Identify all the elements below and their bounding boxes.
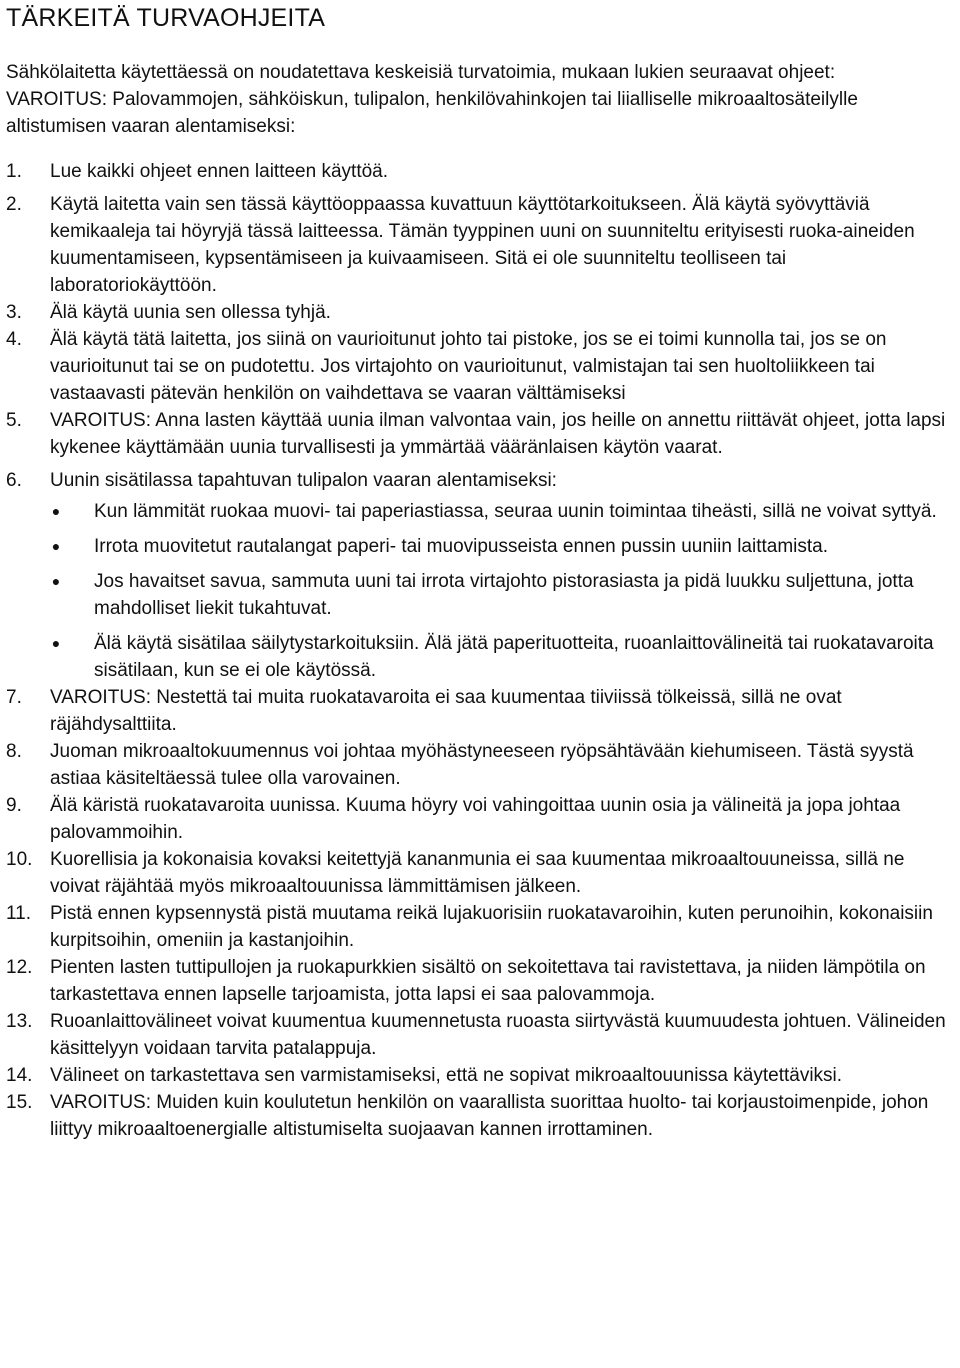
- bullet-item: [6, 568, 954, 622]
- list-item: [6, 1089, 954, 1143]
- item-number: 2.: [6, 194, 22, 215]
- list-item: [6, 158, 954, 185]
- list-item: [6, 954, 954, 1008]
- item-number: 14.: [6, 1065, 33, 1086]
- list-item: [6, 846, 954, 900]
- item-number: 7.: [6, 687, 22, 708]
- list-item: [6, 407, 954, 461]
- item-number: 1.: [6, 161, 22, 182]
- item-text: Välineet on tarkastettava sen varmistamiseksi, että ne sopivat mikroaaltouunissa käytettäviksi.: [50, 1065, 843, 1086]
- bullet-text: Irrota muovitetut rautalangat paperi- tai muovipusseista ennen pussin uuniin laittamista.: [94, 536, 829, 557]
- item-text: Älä käytä uunia sen ollessa tyhjä.: [50, 302, 331, 323]
- bullet-text: Kun lämmität ruokaa muovi- tai paperiastiassa, seuraa uunin toimintaa tiheästi, sillä ne voivat syttyä.: [94, 501, 937, 522]
- item-text: Uunin sisätilassa tapahtuvan tulipalon vaaran alentamiseksi:: [50, 470, 557, 491]
- bullet-text: Jos havaitset savua, sammuta uuni tai irrota virtajohto pistorasiasta ja pidä luukku suljettuna, jotta mahdolliset liekit tukahtuvat.: [94, 571, 914, 619]
- warning-text: : Palovammojen, sähköiskun, tulipalon, henkilövahinkojen tai liialliselle mikroaaltosäteilylle altistumisen vaaran alentamiseksi:: [6, 89, 858, 137]
- document-page: [0, 3, 960, 1368]
- item-number: 6.: [6, 470, 22, 491]
- item-text: Lue kaikki ohjeet ennen laitteen käyttöä.: [50, 161, 389, 182]
- item-number: 3.: [6, 302, 22, 323]
- intro-text: Sähkölaitetta käytettäessä on noudatettava keskeisiä turvatoimia, mukaan lukien seuraavat ohjeet:: [6, 62, 836, 83]
- list-item: [6, 326, 954, 407]
- list-item: [6, 467, 954, 494]
- page-title: TÄRKEITÄ TURVAOHJEITA: [6, 4, 326, 32]
- item-text: Käytä laitetta vain sen tässä käyttöoppaassa kuvattuun käyttötarkoitukseen. Älä käytä syövyttäviä kemikaaleja tai höyryjä tässä laitteessa. Tämän tyyppinen uuni on suunniteltu erityisesti ruoka-aineiden kuumentamiseen, kypsentämiseen ja kuivaamiseen. Sitä ei ole suunniteltu teolliseen tai laboratoriokäyttöön.: [50, 194, 915, 296]
- warning-label: VAROITUS: [6, 89, 102, 110]
- list-item: [6, 191, 954, 299]
- item-text: VAROITUS: Anna lasten käyttää uunia ilman valvontaa vain, jos heille on annettu riittävät ohjeet, jotta lapsi kykenee käyttämään uunia turvallisesti ja ymmärtää vääränlaisen käytön vaarat.: [50, 410, 946, 458]
- list-item: [6, 299, 954, 326]
- item-body: [50, 467, 954, 494]
- bullet-item: [6, 498, 954, 525]
- intro-section: [6, 59, 954, 140]
- item-number: 8.: [6, 741, 22, 762]
- item-number: 5.: [6, 410, 22, 431]
- item-text: Älä käristä ruokatavaroita uunissa. Kuuma höyry voi vahingoittaa uunin osia ja välineitä ja jopa johtaa palovammoihin.: [50, 795, 901, 843]
- item-number: 9.: [6, 795, 22, 816]
- bullet-icon: ●: [51, 635, 61, 651]
- list-item: [6, 792, 954, 846]
- item-text: Älä käytä tätä laitetta, jos siinä on vaurioitunut johto tai pistoke, jos se ei toimi kunnolla tai, jos se on vaurioitunut tai se on pudotettu. Jos virtajohto on vaurioitunut, valmistajan tai sen huoltoliikkeen tai vastaavasti pätevän henkilön on vaihdettava se vaaran välttämiseksi: [50, 329, 887, 404]
- item-number: 12.: [6, 957, 33, 978]
- bullet-icon: ●: [51, 503, 61, 519]
- bullet-icon: ●: [51, 573, 61, 589]
- list-item: [6, 684, 954, 738]
- bullet-list: [6, 498, 954, 684]
- item-text: Kuorellisia ja kokonaisia kovaksi keitettyjä kananmunia ei saa kuumentaa mikroaaltouuneissa, sillä ne voivat räjähtää myös mikroaaltouunissa lämmittämisen jälkeen.: [50, 849, 905, 897]
- item-text: Ruoanlaittovälineet voivat kuumentua kuumennetusta ruoasta siirtyvästä kuumuudesta johtuen. Välineiden käsittelyyn voidaan tarvita patalappuja.: [50, 1011, 946, 1059]
- list-item: [6, 1008, 954, 1062]
- item-text: VAROITUS: Muiden kuin koulutetun henkilön on vaarallista suorittaa huolto- tai korjaustoimenpide, johon liittyy mikroaaltoenergialle altistumiselta suojaavan kannen irrottaminen.: [50, 1092, 929, 1140]
- bullet-text: Älä käytä sisätilaa säilytystarkoituksiin. Älä jätä paperituotteita, ruoanlaittovälineitä tai ruokatavaroita sisätilaan, kun se ei ole käytössä.: [94, 633, 934, 681]
- safety-instructions-list: [6, 158, 954, 1143]
- item-number: 4.: [6, 329, 22, 350]
- item-text: Juoman mikroaaltokuumennus voi johtaa myöhästyneeseen ryöpsähtävään kiehumiseen. Tästä syystä astiaa käsiteltäessä tulee olla varovainen.: [50, 741, 914, 789]
- item-text: Pienten lasten tuttipullojen ja ruokapurkkien sisältö on sekoitettava tai ravistettava, ja niiden lämpötila on tarkastettava ennen lapselle tarjoamista, jotta lapsi ei saa palovammoja.: [50, 957, 926, 1005]
- bullet-item: [6, 533, 954, 560]
- intro-warning: [6, 86, 954, 140]
- bullet-item: [6, 630, 954, 684]
- list-item: [6, 1062, 954, 1089]
- list-item: [6, 900, 954, 954]
- item-number: 15.: [6, 1092, 33, 1113]
- item-text: VAROITUS: Nestettä tai muita ruokatavaroita ei saa kuumentaa tiiviissä tölkeissä, sillä ne ovat räjähdysalttiita.: [50, 687, 842, 735]
- item-number: 13.: [6, 1011, 33, 1032]
- item-number: 11.: [6, 903, 32, 924]
- list-item: [6, 738, 954, 792]
- item-number: 10.: [6, 849, 33, 870]
- bullet-icon: ●: [51, 538, 61, 554]
- item-text: Pistä ennen kypsennystä pistä muutama reikä lujakuorisiin ruokatavaroihin, kuten perunoihin, kokonaisiin kurpitsoihin, omeniin ja kastanjoihin.: [50, 903, 933, 951]
